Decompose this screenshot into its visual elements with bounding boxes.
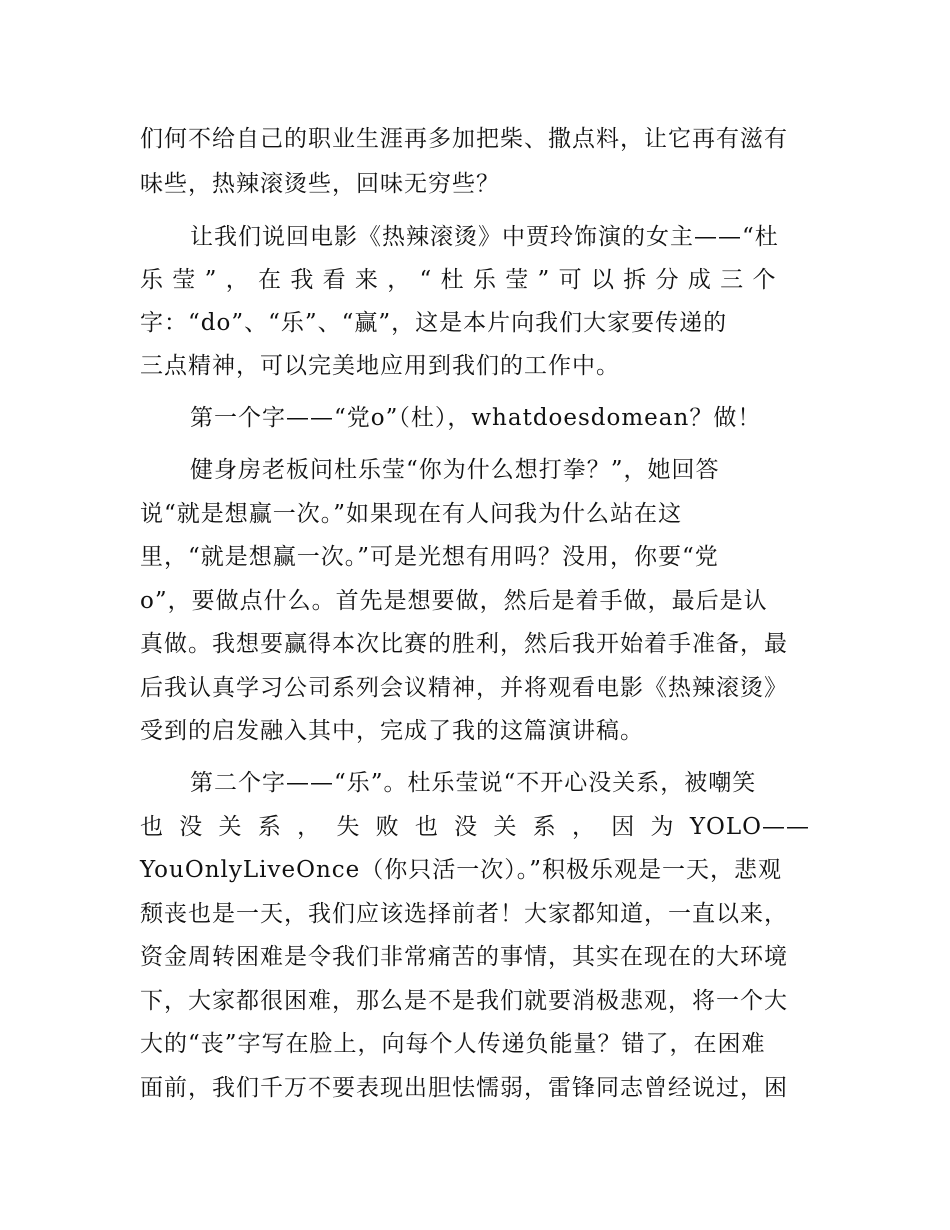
text-line: 真做。我想要赢得本次比赛的胜利，然后我开始着手准备，最 — [140, 631, 788, 657]
text-line: 资金周转困难是令我们非常痛苦的事情，其实在现在的大环境 — [140, 944, 788, 970]
text-line: 第二个字——“乐”。杜乐莹说“不开心没关系，被嘲笑 — [190, 770, 757, 796]
text-line: 们何不给自己的职业生涯再多加把柴、撒点料，让它再有滋有 — [140, 126, 788, 152]
text-line: 乐 莹 ” ， 在 我 看 来 ， “ 杜 乐 莹 ” 可 以 拆 分 成 三 个 — [140, 267, 777, 293]
text-line: 大的“丧”字写在脸上，向每个人传递负能量？错了，在困难 — [140, 1031, 766, 1057]
text-line: YouOnlyLiveOnce（你只活一次）。”积极乐观是一天，悲观 — [140, 857, 783, 883]
text-line: 后我认真学习公司系列会议精神，并将观看电影《热辣滚烫》 — [140, 675, 788, 701]
text-line: 健身房老板问杜乐莹“你为什么想打拳？”，她回答 — [190, 457, 720, 483]
text-line: 字：“do”、“乐”、“赢”，这是本片向我们大家要传递的 — [140, 310, 728, 336]
text-line: 三点精神，可以完美地应用到我们的工作中。 — [140, 353, 620, 379]
text-line: 里，“就是想赢一次。”可是光想有用吗？没用，你要“党 — [140, 544, 719, 570]
text-line: o”，要做点什么。首先是想要做，然后是着手做，最后是认 — [140, 588, 768, 614]
text-line: 颓丧也是一天，我们应该选择前者！大家都知道，一直以来， — [140, 901, 788, 927]
text-line: 让我们说回电影《热辣滚烫》中贾玲饰演的女主——“杜 — [190, 224, 779, 250]
text-line: 味些，热辣滚烫些，回味无穷些？ — [140, 171, 500, 197]
text-line: 也 没 关 系 ， 失 败 也 没 关 系 ， 因 为 YOLO—— — [140, 814, 810, 840]
text-line: 说“就是想赢一次。”如果现在有人问我为什么站在这 — [140, 501, 683, 527]
text-line: 面前，我们千万不要表现出胆怯懦弱，雷锋同志曾经说过，困 — [140, 1075, 788, 1101]
text-line: 下，大家都很困难，那么是不是我们就要消极悲观，将一个大 — [140, 988, 788, 1014]
text-line: 第一个字——“党o”（杜），whatdoesdomean？做！ — [190, 405, 762, 431]
text-line: 受到的启发融入其中，完成了我的这篇演讲稿。 — [140, 718, 644, 744]
